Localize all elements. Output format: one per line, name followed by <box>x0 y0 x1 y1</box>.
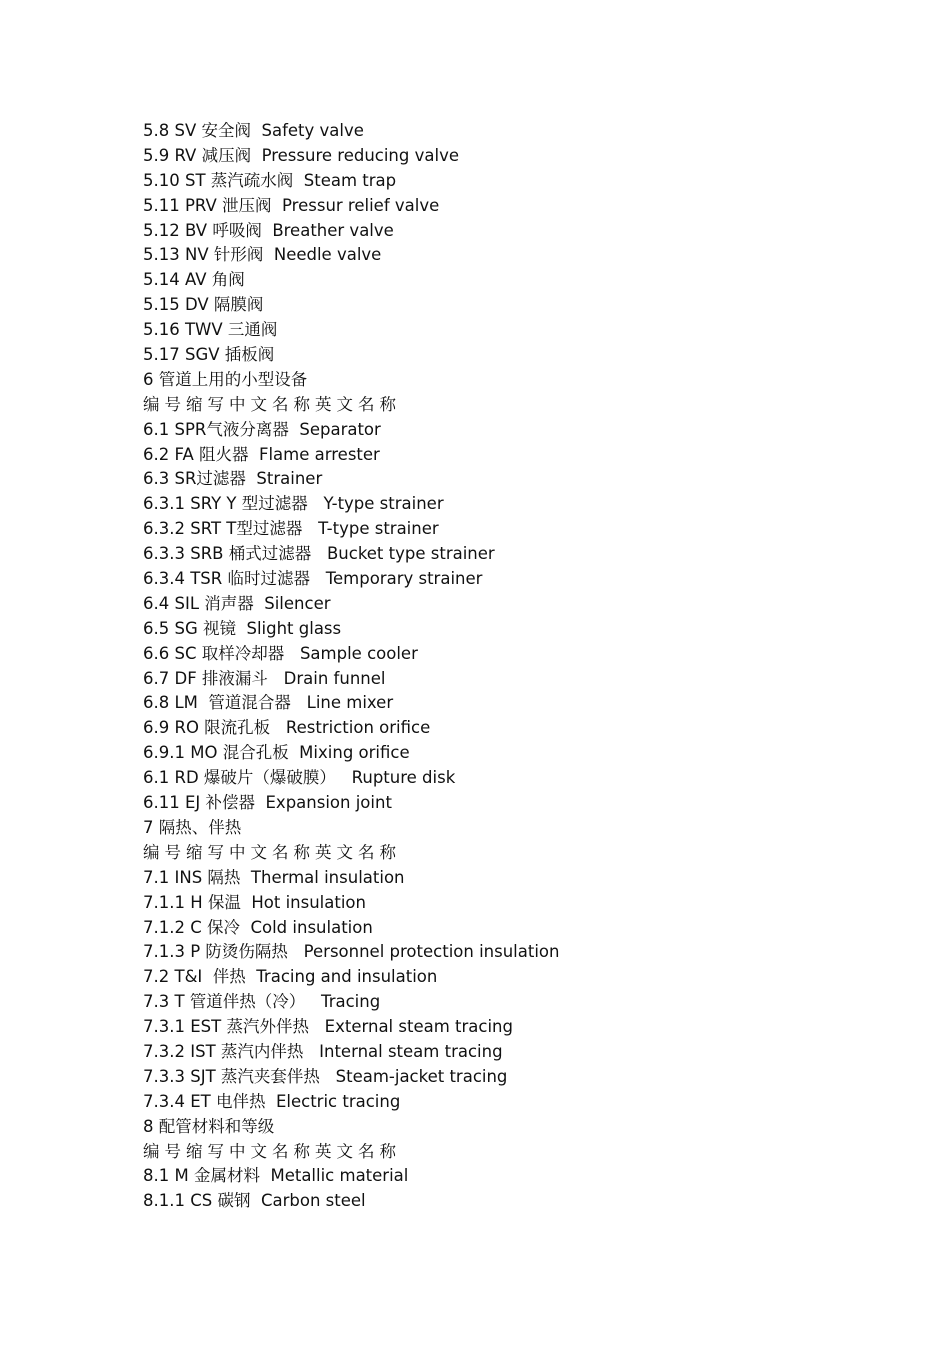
abbreviation-entry: 7.1 INS 隔热 Thermal insulation <box>143 867 405 887</box>
abbreviation-entry: 6.1 RD 爆破片（爆破膜） Rupture disk <box>143 768 456 788</box>
abbreviation-entry: 6.2 FA 阻火器 Flame arrester <box>143 444 380 464</box>
abbreviation-entry: 5.13 NV 针形阀 Needle valve <box>143 245 382 265</box>
abbreviation-entry: 5.14 AV 角阀 <box>143 270 245 290</box>
abbreviation-entry: 7.3.3 SJT 蒸汽夹套伴热 Steam-jacket tracing <box>143 1066 508 1086</box>
section-heading: 8 配管材料和等级 <box>143 1116 275 1136</box>
abbreviation-entry: 6.3.1 SRY Y 型过滤器 Y-type strainer <box>143 494 444 514</box>
abbreviation-entry: 5.15 DV 隔膜阀 <box>143 295 264 315</box>
abbreviation-list <box>143 119 559 1214</box>
abbreviation-entry: 6.4 SIL 消声器 Silencer <box>143 593 331 613</box>
abbreviation-entry: 6.3.4 TSR 临时过滤器 Temporary strainer <box>143 569 483 589</box>
abbreviation-entry: 8.1 M 金属材料 Metallic material <box>143 1166 409 1186</box>
abbreviation-entry: 5.11 PRV 泄压阀 Pressur relief valve <box>143 195 440 215</box>
column-header-row: 编号缩写中文名称英文名称 <box>143 842 401 862</box>
abbreviation-entry: 6.11 EJ 补偿器 Expansion joint <box>143 793 392 813</box>
abbreviation-entry: 7.2 T&I 伴热 Tracing and insulation <box>143 967 438 987</box>
section-heading: 6 管道上用的小型设备 <box>143 369 308 389</box>
abbreviation-entry: 7.3 T 管道伴热（冷） Tracing <box>143 992 381 1012</box>
abbreviation-entry: 7.3.4 ET 电伴热 Electric tracing <box>143 1091 401 1111</box>
abbreviation-entry: 6.3.2 SRT T型过滤器 T-type strainer <box>143 519 439 539</box>
abbreviation-entry: 6.3.3 SRB 桶式过滤器 Bucket type strainer <box>143 544 495 564</box>
abbreviation-entry: 6.9.1 MO 混合孔板 Mixing orifice <box>143 743 410 763</box>
column-header-row: 编号缩写中文名称英文名称 <box>143 1141 401 1161</box>
abbreviation-entry: 7.3.2 IST 蒸汽内伴热 Internal steam tracing <box>143 1041 503 1061</box>
abbreviation-entry: 6.9 RO 限流孔板 Restriction orifice <box>143 718 431 738</box>
abbreviation-entry: 7.1.3 P 防烫伤隔热 Personnel protection insulation <box>143 942 560 962</box>
abbreviation-entry: 6.6 SC 取样冷却器 Sample cooler <box>143 643 418 663</box>
abbreviation-entry: 7.1.2 C 保冷 Cold insulation <box>143 917 373 937</box>
abbreviation-entry: 6.3 SR过滤器 Strainer <box>143 469 323 489</box>
abbreviation-entry: 7.3.1 EST 蒸汽外伴热 External steam tracing <box>143 1017 513 1037</box>
abbreviation-entry: 5.12 BV 呼吸阀 Breather valve <box>143 220 394 240</box>
abbreviation-entry: 5.17 SGV 插板阀 <box>143 345 275 365</box>
abbreviation-entry: 5.10 ST 蒸汽疏水阀 Steam trap <box>143 170 397 190</box>
abbreviation-entry: 5.16 TWV 三通阀 <box>143 320 278 340</box>
abbreviation-entry: 5.9 RV 减压阀 Pressure reducing valve <box>143 145 459 165</box>
abbreviation-entry: 7.1.1 H 保温 Hot insulation <box>143 892 366 912</box>
abbreviation-entry: 8.1.1 CS 碳钢 Carbon steel <box>143 1191 366 1211</box>
section-heading: 7 隔热、伴热 <box>143 817 242 837</box>
abbreviation-entry: 6.5 SG 视镜 Slight glass <box>143 618 342 638</box>
column-header-row: 编号缩写中文名称英文名称 <box>143 394 401 414</box>
abbreviation-entry: 5.8 SV 安全阀 Safety valve <box>143 121 364 140</box>
abbreviation-entry: 6.8 LM 管道混合器 Line mixer <box>143 693 394 713</box>
abbreviation-entry: 6.7 DF 排液漏斗 Drain funnel <box>143 668 386 688</box>
abbreviation-entry: 6.1 SPR气液分离器 Separator <box>143 419 381 439</box>
